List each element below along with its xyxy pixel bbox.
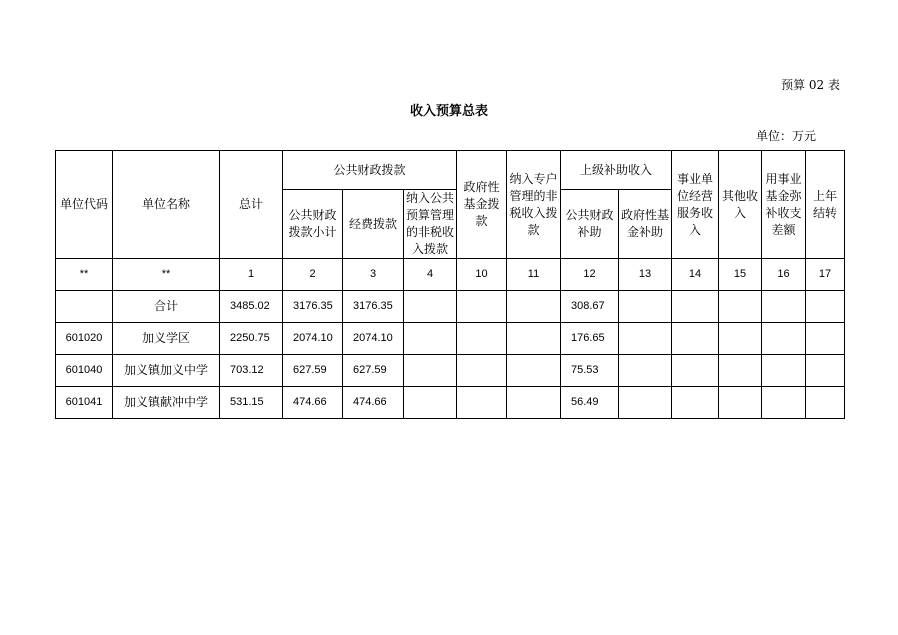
cell-unit-name: 加义镇献冲中学 — [113, 387, 220, 419]
cell-empty — [719, 387, 762, 419]
cell-funding: 474.66 — [343, 387, 404, 419]
cell-empty — [719, 291, 762, 323]
index-cell: 13 — [619, 259, 672, 291]
cell-empty — [507, 355, 561, 387]
table-row — [56, 387, 845, 419]
header-total: 总计 — [220, 151, 283, 259]
index-cell: ** — [113, 259, 220, 291]
cell-public-finance-subtotal: 3176.35 — [283, 291, 343, 323]
header-funding: 经费拨款 — [343, 190, 404, 259]
table-row — [56, 355, 845, 387]
cell-empty — [762, 323, 806, 355]
cell-empty — [404, 387, 457, 419]
cell-total: 2250.75 — [220, 323, 283, 355]
page-title: 收入预算总表 — [409, 104, 488, 119]
header-special-non-tax: 纳入专户管理的非税收入拨款 — [507, 151, 561, 259]
unit-label: 单位：万元 — [755, 129, 816, 143]
cell-empty — [507, 323, 561, 355]
cell-empty — [619, 291, 672, 323]
cell-total: 703.12 — [220, 355, 283, 387]
header-unit-name: 单位名称 — [113, 151, 220, 259]
cell-empty — [619, 323, 672, 355]
index-cell: 12 — [561, 259, 619, 291]
column-index-row — [56, 259, 845, 291]
cell-empty — [457, 291, 507, 323]
cell-public-finance-subtotal: 474.66 — [283, 387, 343, 419]
cell-empty — [719, 323, 762, 355]
form-number: 预算 02 表 — [781, 78, 840, 92]
cell-public-finance-subsidy: 75.53 — [561, 355, 619, 387]
cell-empty — [457, 387, 507, 419]
cell-unit-code: 601041 — [56, 387, 113, 419]
cell-empty — [762, 355, 806, 387]
header-public-finance-subsidy: 公共财政补助 — [561, 190, 619, 259]
cell-empty — [806, 291, 845, 323]
cell-empty — [806, 323, 845, 355]
header-public-finance-group: 公共财政拨款 — [283, 151, 457, 190]
index-cell: 16 — [762, 259, 806, 291]
cell-unit-name: 合计 — [113, 291, 220, 323]
cell-total: 531.15 — [220, 387, 283, 419]
cell-public-finance-subsidy: 176.65 — [561, 323, 619, 355]
cell-empty — [404, 323, 457, 355]
cell-funding: 627.59 — [343, 355, 404, 387]
index-cell: 14 — [672, 259, 719, 291]
index-cell: 17 — [806, 259, 845, 291]
header-superior-subsidy-group: 上级补助收入 — [561, 151, 672, 190]
cell-empty — [404, 355, 457, 387]
cell-empty — [619, 387, 672, 419]
cell-public-finance-subsidy: 56.49 — [561, 387, 619, 419]
cell-empty — [619, 355, 672, 387]
cell-public-finance-subsidy: 308.67 — [561, 291, 619, 323]
cell-unit-code: 601040 — [56, 355, 113, 387]
index-cell: 4 — [404, 259, 457, 291]
cell-empty — [672, 323, 719, 355]
cell-unit-code — [56, 291, 113, 323]
table-row — [56, 323, 845, 355]
cell-empty — [672, 355, 719, 387]
header-public-finance-subtotal: 公共财政拨款小计 — [283, 190, 343, 259]
revenue-budget-table — [55, 150, 845, 419]
cell-total: 3485.02 — [220, 291, 283, 323]
index-cell: 2 — [283, 259, 343, 291]
cell-public-finance-subtotal: 627.59 — [283, 355, 343, 387]
cell-empty — [762, 387, 806, 419]
cell-empty — [457, 355, 507, 387]
cell-unit-name: 加义镇加义中学 — [113, 355, 220, 387]
cell-empty — [507, 291, 561, 323]
header-carryover: 上年结转 — [806, 151, 845, 259]
index-cell: 10 — [457, 259, 507, 291]
header-other-income: 其他收入 — [719, 151, 762, 259]
cell-empty — [806, 355, 845, 387]
cell-public-finance-subtotal: 2074.10 — [283, 323, 343, 355]
cell-empty — [672, 387, 719, 419]
cell-empty — [762, 291, 806, 323]
index-cell: ** — [56, 259, 113, 291]
cell-funding: 3176.35 — [343, 291, 404, 323]
cell-unit-name: 加义学区 — [113, 323, 220, 355]
cell-funding: 2074.10 — [343, 323, 404, 355]
header-gov-fund: 政府性基金拨款 — [457, 151, 507, 259]
header-unit-code: 单位代码 — [56, 151, 113, 259]
table-row-total — [56, 291, 845, 323]
cell-unit-code: 601020 — [56, 323, 113, 355]
header-business-income: 事业单位经营服务收入 — [672, 151, 719, 259]
cell-empty — [457, 323, 507, 355]
header-gov-fund-subsidy: 政府性基金补助 — [619, 190, 672, 259]
cell-empty — [507, 387, 561, 419]
index-cell: 1 — [220, 259, 283, 291]
cell-empty — [404, 291, 457, 323]
index-cell: 11 — [507, 259, 561, 291]
index-cell: 3 — [343, 259, 404, 291]
header-fund-offset: 用事业基金弥补收支差额 — [762, 151, 806, 259]
header-non-tax-in-budget: 纳入公共预算管理的非税收入拨款 — [404, 190, 457, 259]
cell-empty — [672, 291, 719, 323]
cell-empty — [806, 387, 845, 419]
cell-empty — [719, 355, 762, 387]
index-cell: 15 — [719, 259, 762, 291]
